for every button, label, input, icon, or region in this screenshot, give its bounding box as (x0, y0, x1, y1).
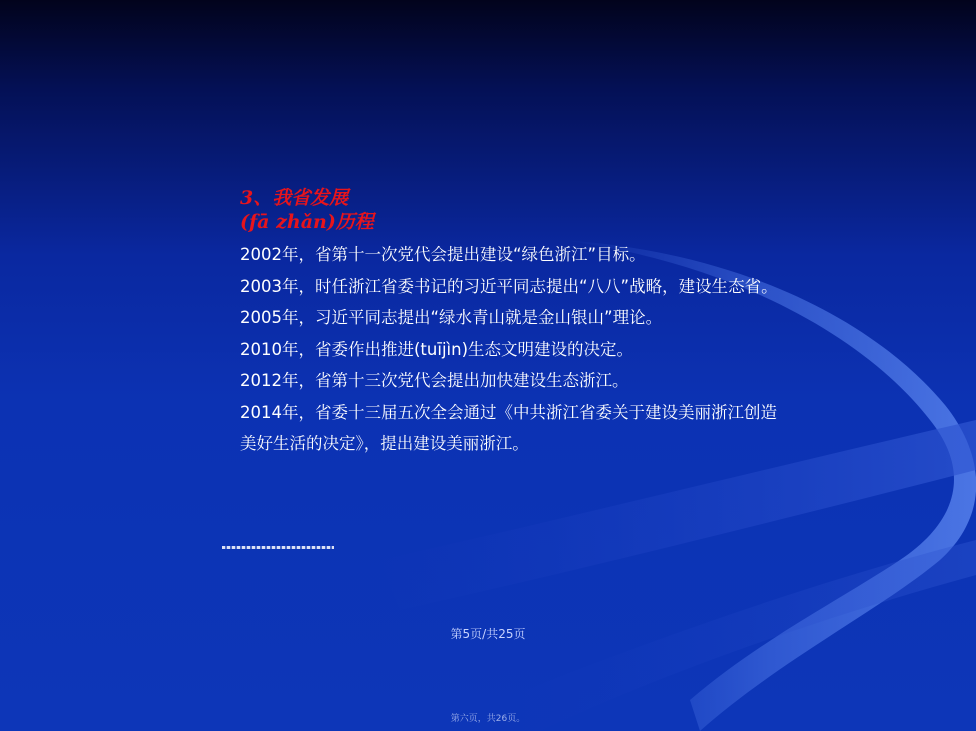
heading-line-1: 3、我省发展 (240, 187, 349, 209)
milestone-item: 2002年，省第十一次党代会提出建设“绿色浙江”目标。 (240, 245, 646, 264)
heading-line-2: (fā zhǎn)历程 (240, 211, 374, 233)
milestone-item: 2010年，省委作出推进(tuījìn)生态文明建设的决定。 (240, 339, 634, 359)
milestone-item: 2003年，时任浙江省委书记的习近平同志提出“八八”战略，建设生态省。 (240, 276, 778, 296)
decorative-dotted-line (222, 546, 334, 549)
milestone-list (240, 239, 800, 460)
milestone-item: 2014年，省委十三届五次全会通过《中共浙江省委关于建设美丽浙江创造美好生活的决定》，提出建设美丽浙江。 (240, 402, 777, 453)
page-number-main: 第5页/共25页 (450, 627, 526, 641)
milestone-item: 2005年，习近平同志提出“绿水青山就是金山银山”理论。 (240, 308, 663, 327)
slide-heading (240, 186, 800, 234)
page-number-sub: 第六页，共26页。 (450, 714, 526, 724)
content-block (240, 186, 800, 460)
milestone-item: 2012年，省第十三次党代会提出加快建设生态浙江。 (240, 371, 629, 390)
